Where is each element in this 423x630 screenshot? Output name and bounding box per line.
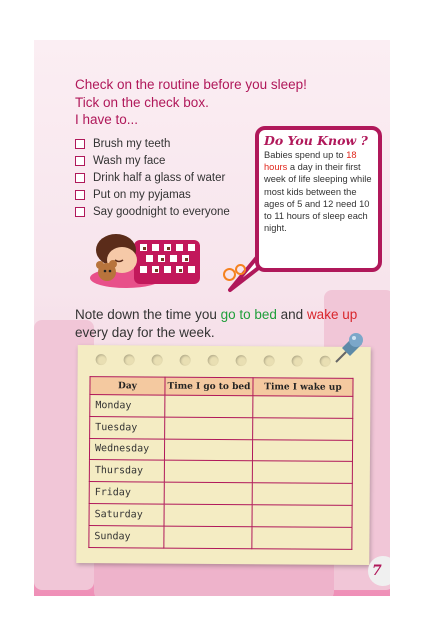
column-header-day: Day xyxy=(90,377,165,396)
checklist-item-label: Wash my face xyxy=(93,154,166,167)
instruction-text: Note down the time you xyxy=(75,307,221,322)
checklist-item-label: Put on my pyjamas xyxy=(93,189,191,202)
instruction-line xyxy=(75,306,357,324)
thought-dot xyxy=(235,264,246,275)
page-number: 7 xyxy=(368,556,390,586)
instruction-line: Tick on the check box. xyxy=(75,94,209,110)
bedtime-cell[interactable] xyxy=(164,482,252,504)
sleeping-child-illustration xyxy=(86,230,206,292)
fact-highlight: 18 hours xyxy=(264,150,357,173)
instructions xyxy=(75,76,307,129)
checklist-item[interactable] xyxy=(75,152,230,169)
fact-text: Babies spend up to xyxy=(264,150,347,160)
table-row xyxy=(89,504,352,528)
instruction-text: and xyxy=(276,307,307,322)
waketime-cell[interactable] xyxy=(252,461,352,483)
sleep-schedule-table xyxy=(88,376,353,549)
table-row xyxy=(89,438,352,462)
checklist-item-label: Drink half a glass of water xyxy=(93,171,226,184)
did-you-know-box xyxy=(255,126,382,272)
waketime-cell[interactable] xyxy=(252,439,352,461)
checklist-item[interactable] xyxy=(75,187,230,204)
thought-dot xyxy=(223,268,236,281)
paper-hole xyxy=(124,354,135,365)
table-row xyxy=(89,460,352,484)
table-instructions xyxy=(75,306,357,341)
checklist-item[interactable] xyxy=(75,135,230,152)
table-row xyxy=(90,395,353,419)
checkbox[interactable] xyxy=(75,156,85,166)
paper-hole xyxy=(96,354,107,365)
routine-checklist xyxy=(75,135,230,221)
waketime-cell[interactable] xyxy=(252,505,352,527)
bedtime-cell[interactable] xyxy=(164,504,252,526)
waketime-cell[interactable] xyxy=(252,483,352,505)
day-cell: Monday xyxy=(90,395,165,417)
checklist-item[interactable] xyxy=(75,169,230,186)
instruction-line: every day for the week. xyxy=(75,324,215,340)
waketime-cell[interactable] xyxy=(253,418,353,440)
paper-hole xyxy=(152,354,163,365)
wake-up-text: wake up xyxy=(306,307,358,322)
day-cell: Friday xyxy=(89,482,164,504)
worksheet-page xyxy=(34,40,390,596)
table-row xyxy=(90,416,353,440)
checklist-item-label: Say goodnight to everyone xyxy=(93,206,230,219)
instruction-line: I have to... xyxy=(75,112,139,127)
table-header-row xyxy=(90,377,353,397)
column-header-bedtime: Time I go to bed xyxy=(165,377,253,396)
fact-text: a day in their first week of life sleeping while most kids between the ages of 5 and 12 need 10 to 11 hours of sleep each night. xyxy=(264,162,372,234)
checkbox[interactable] xyxy=(75,173,85,183)
checklist-item-label: Brush my teeth xyxy=(93,137,171,150)
checkbox[interactable] xyxy=(75,207,85,217)
checkbox[interactable] xyxy=(75,139,85,149)
did-you-know-text xyxy=(264,149,373,234)
day-cell: Tuesday xyxy=(90,416,165,438)
waketime-cell[interactable] xyxy=(253,396,353,418)
did-you-know-title: Do You Know ? xyxy=(264,133,368,148)
checklist-item[interactable] xyxy=(75,204,230,221)
day-cell: Wednesday xyxy=(89,438,164,460)
paper-hole xyxy=(208,355,219,366)
bedtime-cell[interactable] xyxy=(164,460,252,482)
go-to-bed-text: go to bed xyxy=(220,307,277,322)
bedtime-cell[interactable] xyxy=(164,526,252,548)
bedtime-cell[interactable] xyxy=(164,439,252,461)
paper-hole xyxy=(264,355,275,366)
day-cell: Saturday xyxy=(89,504,164,526)
bedtime-cell[interactable] xyxy=(165,417,253,439)
day-cell: Thursday xyxy=(89,460,164,482)
paper-hole xyxy=(180,355,191,366)
table-row xyxy=(89,525,352,549)
waketime-cell[interactable] xyxy=(252,526,352,548)
day-cell: Sunday xyxy=(89,525,164,547)
instruction-line: Check on the routine before you sleep! xyxy=(75,77,307,92)
table-row xyxy=(89,482,352,506)
paper-hole xyxy=(236,355,247,366)
checkbox[interactable] xyxy=(75,190,85,200)
paper-hole xyxy=(292,355,303,366)
bedtime-cell[interactable] xyxy=(165,395,253,417)
column-header-waketime: Time I wake up xyxy=(253,378,353,397)
notepaper xyxy=(76,345,371,565)
pushpin-icon xyxy=(328,330,368,370)
